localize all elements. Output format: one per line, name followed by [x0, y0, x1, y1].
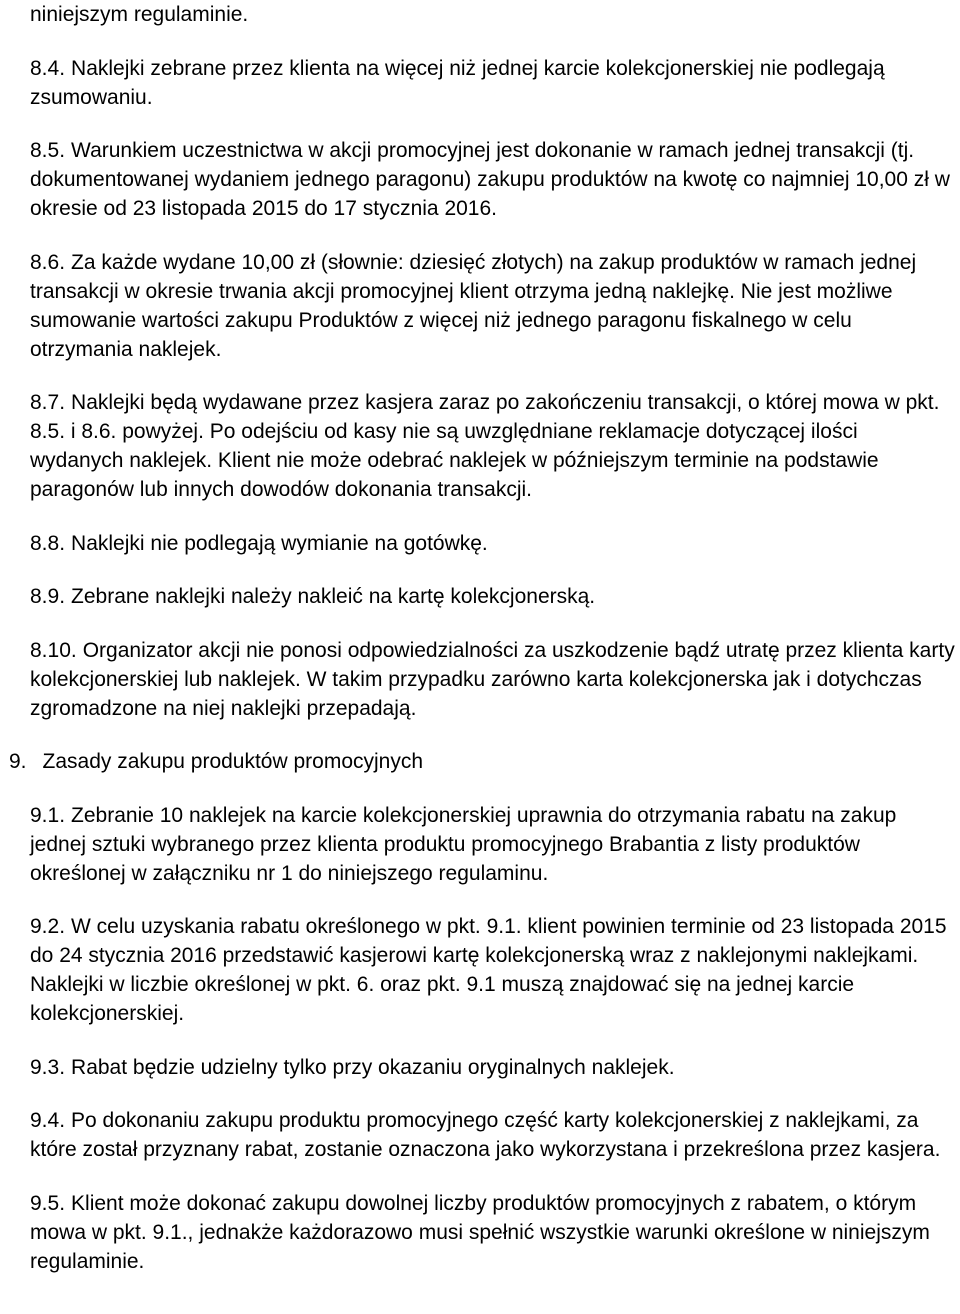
- paragraph-text: Klient może dokonać zakupu dowolnej liczby produktów promocyjnych z rabatem, o którym mowa w pkt. 9.1., jednakże każdorazowo musi spełnić wszystkie warunki określone w niniejszym regulaminie.: [30, 1191, 930, 1273]
- paragraph-number: 8.6.: [30, 250, 66, 274]
- paragraph-number: 9.1.: [30, 803, 66, 827]
- paragraph-8-5: [30, 136, 956, 223]
- document-body: [9, 0, 956, 1300]
- paragraph-text: Warunkiem uczestnictwa w akcji promocyjnej jest dokonanie w ramach jednej transakcji (tj. dokumentowanej wydaniem jednego paragonu) zakupu produktów na kwotę co najmniej 10,00 zł w okresie od 23 listopada 2015 do 17 stycznia 2016.: [30, 139, 950, 220]
- paragraph-number: 9.5.: [30, 1191, 66, 1215]
- paragraph-text: Organizator akcji nie ponosi odpowiedzialności za uszkodzenie bądź utratę przez klienta karty kolekcjonerskiej lub naklejek. W takim przypadku zarówno karta kolekcjonerska jak i dotychczas zgromadzone na niej naklejki przepadają.: [30, 638, 955, 720]
- paragraph-number: 9.3.: [30, 1055, 66, 1079]
- paragraph-text: Naklejki zebrane przez klienta na więcej niż jednej karcie kolekcjonerskiej nie podlegają zsumowaniu.: [30, 56, 885, 109]
- paragraph-number: 8.9.: [30, 585, 66, 608]
- paragraph-8-7: [30, 388, 956, 504]
- paragraph-continuation: [30, 0, 956, 29]
- paragraph-9-3: [30, 1053, 956, 1082]
- paragraph-text: W celu uzyskania rabatu określonego w pkt. 9.1. klient powinien terminie od 23 listopada 2015 do 24 stycznia 2016 przedstawić kasjerowi kartę kolekcjonerską wraz z naklejonymi naklejkami. Naklejki w liczbie określonej w pkt. 6. oraz pkt. 9.1 muszą znajdować się na jednej karcie kolekcjonerskiej.: [30, 915, 947, 1025]
- paragraph-8-8: [30, 529, 956, 558]
- section-heading: [9, 747, 956, 776]
- section-title: Zasady zakupu produktów promocyjnych: [42, 750, 424, 773]
- paragraph-text: Po dokonaniu zakupu produktu promocyjnego część karty kolekcjonerskiej z naklejkami, za które został przyznany rabat, zostanie oznaczona jako wykorzystana i przekreślona przez kasjera.: [30, 1109, 941, 1161]
- paragraph-9-4: [30, 1106, 956, 1164]
- paragraph-9-5: [30, 1189, 956, 1276]
- paragraph-number: 8.4.: [30, 56, 66, 80]
- paragraph-number: 8.5.: [30, 139, 66, 162]
- paragraph-text: Rabat będzie udzielny tylko przy okazaniu oryginalnych naklejek.: [71, 1055, 675, 1079]
- paragraph-number: 8.7.: [30, 391, 66, 414]
- paragraph-text: Za każde wydane 10,00 zł (słownie: dziesięć złotych) na zakup produktów w ramach jednej transakcji w okresie trwania akcji promocyjnej klient otrzyma jedną naklejkę. Nie jest możliwe sumowanie wartości zakupu Produktów z więcej niż jednego paragonu fiskalnego w celu otrzymania naklejek.: [30, 250, 917, 361]
- paragraph-number: 8.8.: [30, 531, 66, 555]
- paragraph-9-1: [30, 801, 956, 888]
- paragraph-8-10: [30, 636, 956, 723]
- paragraph-text: Zebrane naklejki należy nakleić na kartę kolekcjonerską.: [71, 585, 596, 608]
- paragraph-text: Naklejki nie podlegają wymianie na gotówkę.: [71, 531, 488, 555]
- paragraph-number: 9.2.: [30, 915, 66, 938]
- section-number: 9.: [9, 750, 27, 773]
- paragraph-8-6: [30, 248, 956, 364]
- paragraph-text: Zebranie 10 naklejek na karcie kolekcjonerskiej uprawnia do otrzymania rabatu na zakup jednej sztuki wybranego przez klienta produktu promocyjnego Brabantia z listy produktów określonej w załączniku nr 1 do niniejszego regulaminu.: [30, 803, 897, 885]
- paragraph-text: Naklejki będą wydawane przez kasjera zaraz po zakończeniu transakcji, o której mowa w pkt. 8.5. i 8.6. powyżej. Po odejściu od kasy nie są uwzględniane reklamacje dotyczącej ilości wydanych naklejek. Klient nie może odebrać naklejek w późniejszym terminie na podstawie paragonów lub innych dowodów dokonania transakcji.: [30, 391, 940, 501]
- paragraph-8-9: [30, 582, 956, 611]
- paragraph-text: niniejszym regulaminie.: [30, 3, 249, 26]
- paragraph-number: 9.4.: [30, 1109, 66, 1132]
- paragraph-number: 8.10.: [30, 638, 77, 662]
- paragraph-9-2: [30, 912, 956, 1028]
- paragraph-8-4: [30, 54, 956, 112]
